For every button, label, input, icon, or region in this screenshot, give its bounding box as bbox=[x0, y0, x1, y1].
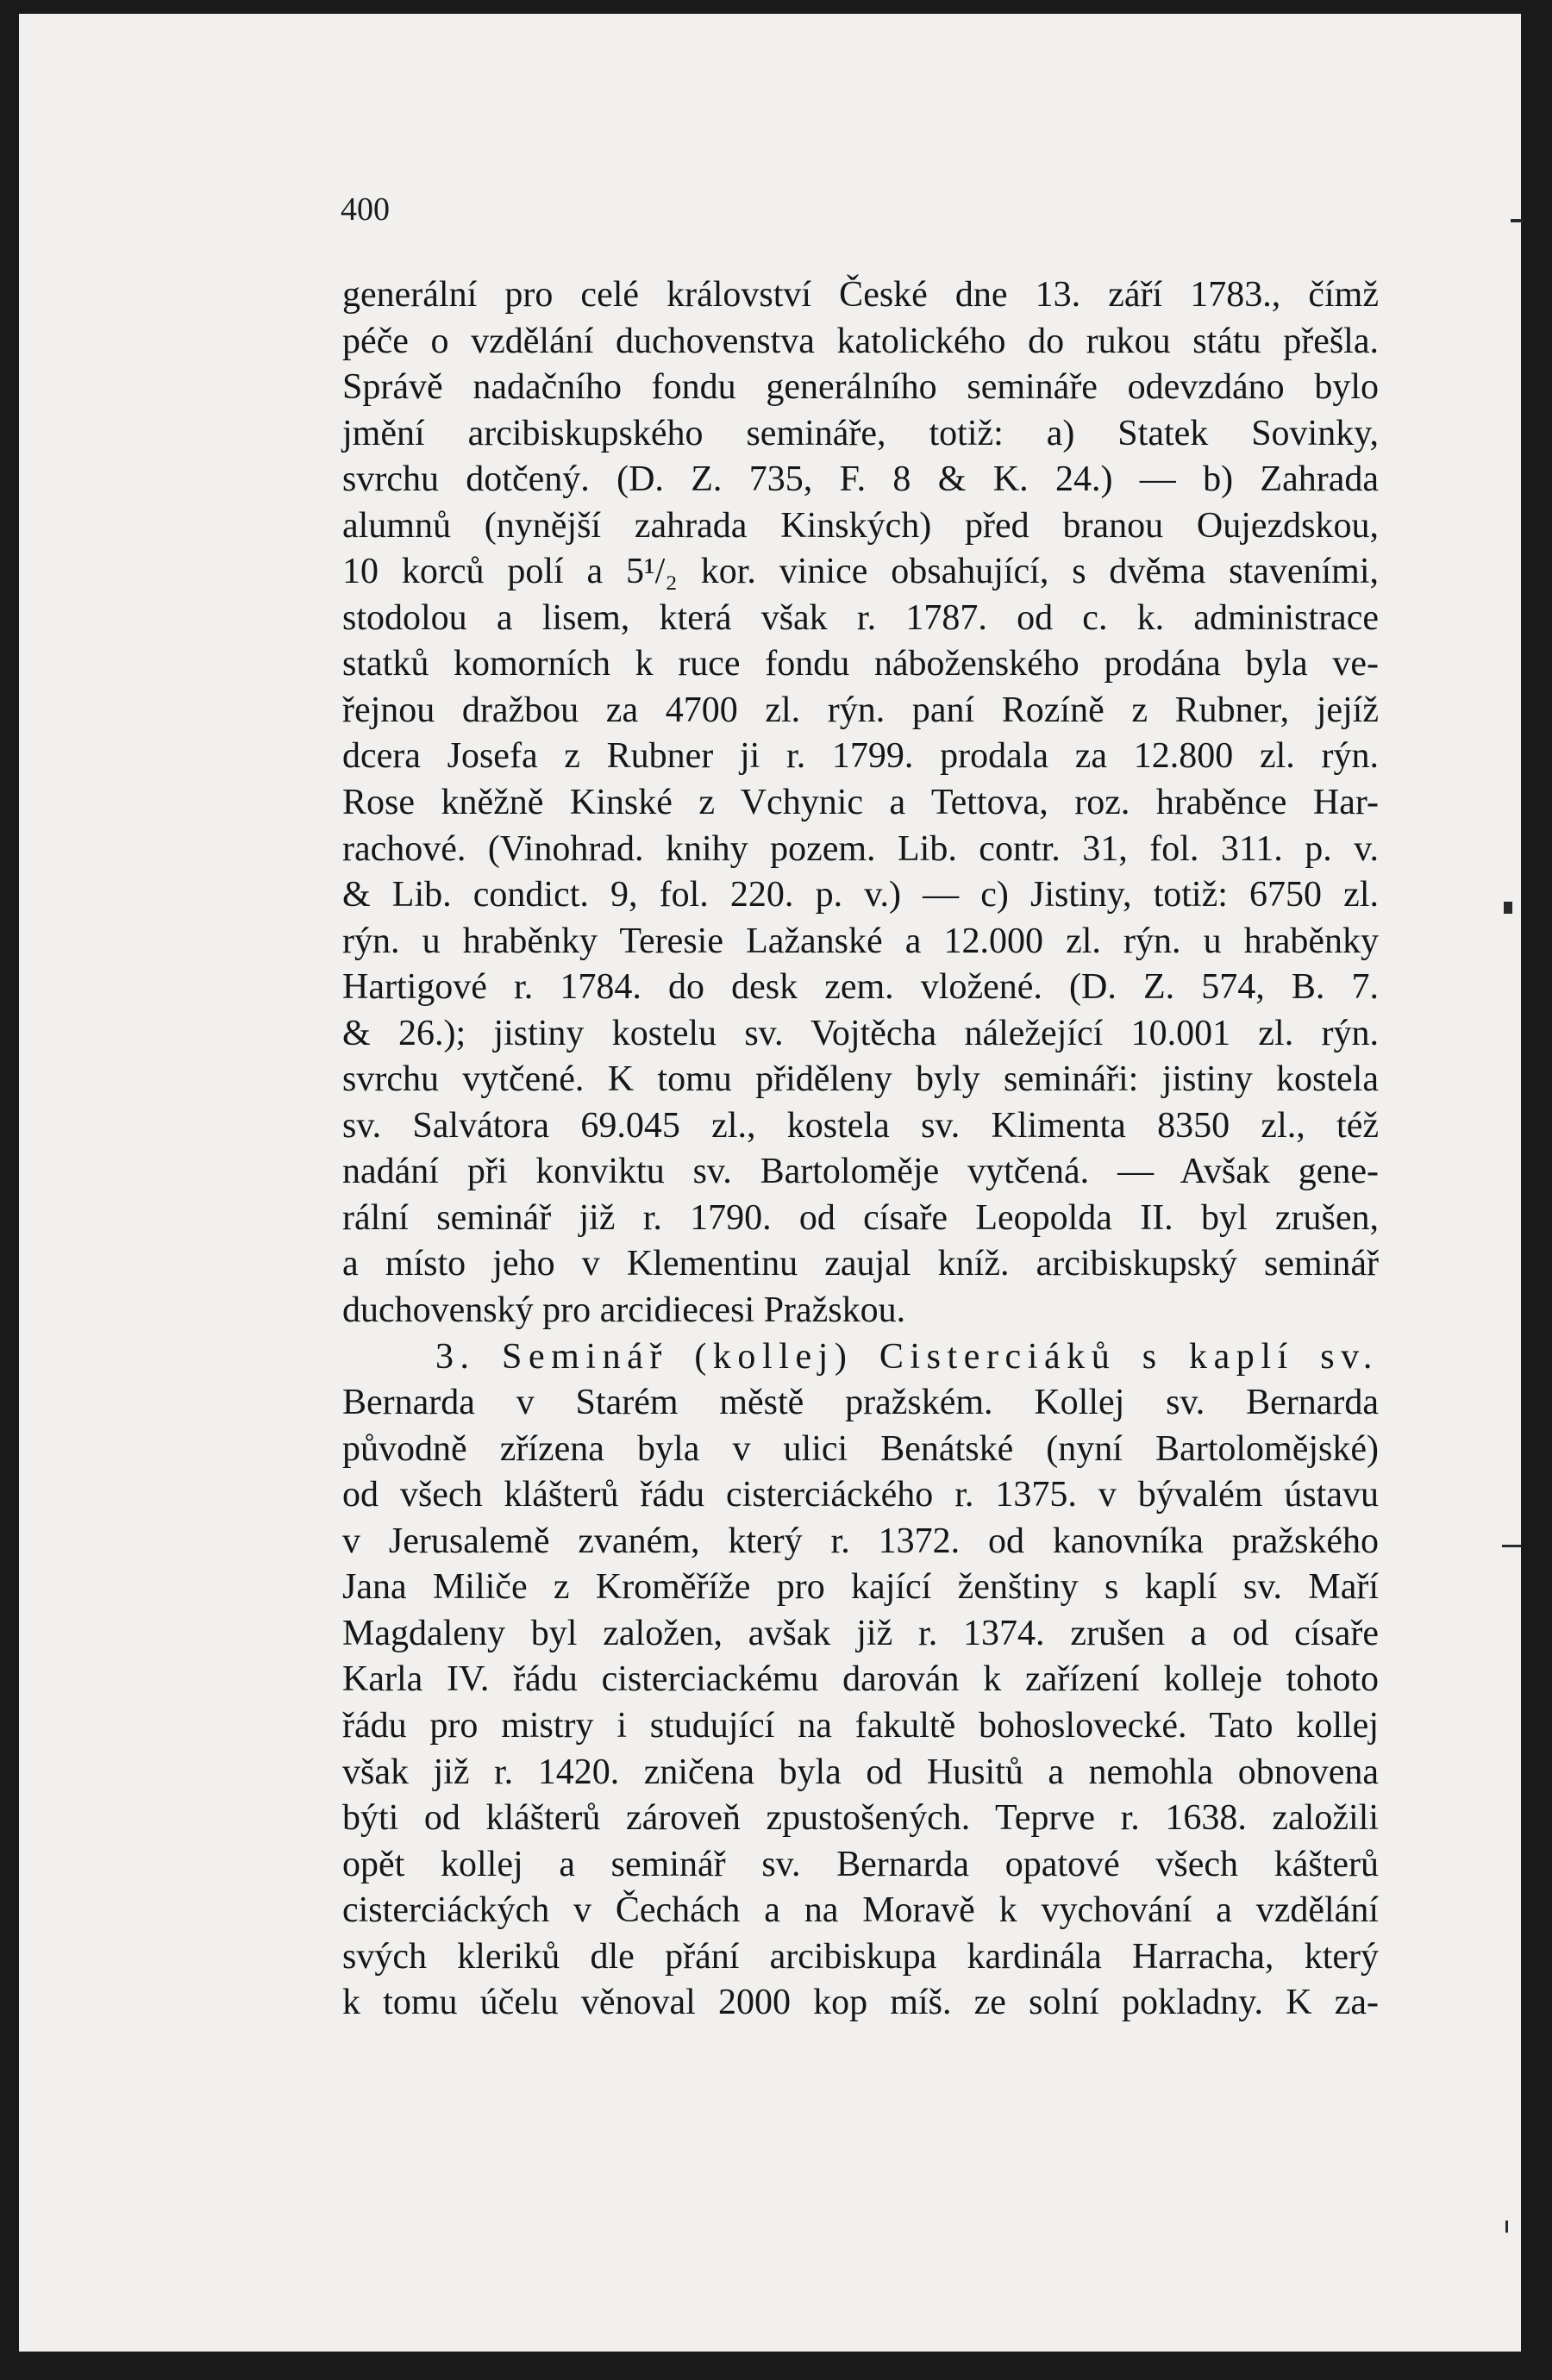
text-line: rachové. (Vinohrad. knihy pozem. Lib. contr. 31, fol. 311. p. v. bbox=[342, 828, 1379, 869]
text-line: Rose kněžně Kinské z Vchynic a Tettova, roz. hraběnce Har- bbox=[342, 783, 1379, 823]
text-line: Karla IV. řádu cisterciackému darován k zařízení kolleje tohoto bbox=[342, 1659, 1379, 1700]
page-number: 400 bbox=[341, 191, 390, 228]
text-line: Bernarda v Starém městě pražském. Kollej sv. Bernarda bbox=[342, 1383, 1379, 1423]
body-text bbox=[342, 272, 1379, 2027]
text-line: sv. Salvátora 69.045 zl., kostela sv. Klimenta 8350 zl., též bbox=[342, 1105, 1379, 1146]
text-line: k tomu účelu věnoval 2000 kop míš. ze solní pokladny. K za- bbox=[342, 1983, 1379, 2023]
scan-speck bbox=[1511, 219, 1523, 222]
text-line: stodolou a lisem, která však r. 1787. od c. k. administrace bbox=[342, 597, 1379, 638]
text-line: v Jerusalemě zvaném, který r. 1372. od kanovníka pražského bbox=[342, 1521, 1379, 1561]
text-line: svrchu dotčený. (D. Z. 735, F. 8 & K. 24.) — b) Zahrada bbox=[342, 459, 1379, 500]
text-line: & Lib. condict. 9, fol. 220. p. v.) — c) Jistiny, totiž: 6750 zl. bbox=[342, 875, 1379, 915]
text-line: svých kleriků dle přání arcibiskupa kardinála Harracha, který bbox=[342, 1936, 1379, 1977]
text-line: Hartigové r. 1784. do desk zem. vložené. (D. Z. 574, B. 7. bbox=[342, 967, 1379, 1008]
text-line: řejnou dražbou za 4700 zl. rýn. paní Rozíně z Rubner, jejíž bbox=[342, 690, 1379, 730]
text-line: Správě nadačního fondu generálního semináře odevzdáno bylo bbox=[342, 367, 1379, 408]
scan-edge-marks bbox=[1502, 14, 1536, 2380]
text-line: generální pro celé království České dne 13. září 1783., čímž bbox=[342, 275, 1379, 315]
scan-speck bbox=[1504, 902, 1512, 914]
text-line: alumnů (nynější zahrada Kinských) před branou Oujezdskou, bbox=[342, 505, 1379, 546]
text-line: býti od klášterů zároveň zpustošených. Teprve r. 1638. založili bbox=[342, 1798, 1379, 1839]
text-line: & 26.); jistiny kostelu sv. Vojtěcha náležející 10.001 zl. rýn. bbox=[342, 1013, 1379, 1053]
text-line: opět kollej a seminář sv. Bernarda opatové všech kášterů bbox=[342, 1844, 1379, 1884]
text-line: statků komorních k ruce fondu náboženského prodána byla ve- bbox=[342, 644, 1379, 684]
section-heading-line: 3. Seminář (kollej) Cisterciáků s kaplí sv. bbox=[435, 1336, 1379, 1377]
text-line: původně zřízena byla v ulici Benátské (nyní Bartolomějské) bbox=[342, 1428, 1379, 1469]
text-line: rýn. u hraběnky Teresie Lažanské a 12.000 zl. rýn. u hraběnky bbox=[342, 921, 1379, 961]
scan-speck bbox=[1502, 1545, 1521, 1547]
text-line: a místo jeho v Klementinu zaujal kníž. arcibiskupský seminář bbox=[342, 1244, 1379, 1284]
text-line: od všech klášterů řádu cisterciáckého r. 1375. v bývalém ústavu bbox=[342, 1475, 1379, 1515]
text-line: však již r. 1420. zničena byla od Husitů a nemohla obnovena bbox=[342, 1752, 1379, 1792]
scan-speck bbox=[1505, 2221, 1508, 2233]
text-line: 10 korců polí a 5¹/₂ kor. vinice obsahující, s dvěma staveními, bbox=[342, 552, 1379, 592]
text-line: cisterciáckých v Čechách a na Moravě k vychování a vzdělání bbox=[342, 1890, 1379, 1931]
text-line: svrchu vytčené. K tomu přiděleny byly semináři: jistiny kostela bbox=[342, 1059, 1379, 1100]
text-line: nadání při konviktu sv. Bartoloměje vytčená. — Avšak gene- bbox=[342, 1152, 1379, 1192]
text-line: jmění arcibiskupského semináře, totiž: a) Statek Sovinky, bbox=[342, 413, 1379, 453]
book-page bbox=[19, 14, 1521, 2352]
text-line: řádu pro mistry i studující na fakultě bohoslovecké. Tato kollej bbox=[342, 1705, 1379, 1746]
text-line: Jana Miliče z Kroměříže pro kající ženštiny s kaplí sv. Maří bbox=[342, 1567, 1379, 1608]
text-line: péče o vzdělání duchovenstva katolického do rukou státu přešla. bbox=[342, 321, 1379, 361]
text-line: rální seminář již r. 1790. od císaře Leopolda II. byl zrušen, bbox=[342, 1197, 1379, 1238]
text-line: Magdaleny byl založen, avšak již r. 1374. zrušen a od císaře bbox=[342, 1613, 1379, 1653]
text-line: dcera Josefa z Rubner ji r. 1799. prodala za 12.800 zl. rýn. bbox=[342, 736, 1379, 777]
text-line: duchovenský pro arcidiecesi Pražskou. bbox=[342, 1290, 906, 1331]
